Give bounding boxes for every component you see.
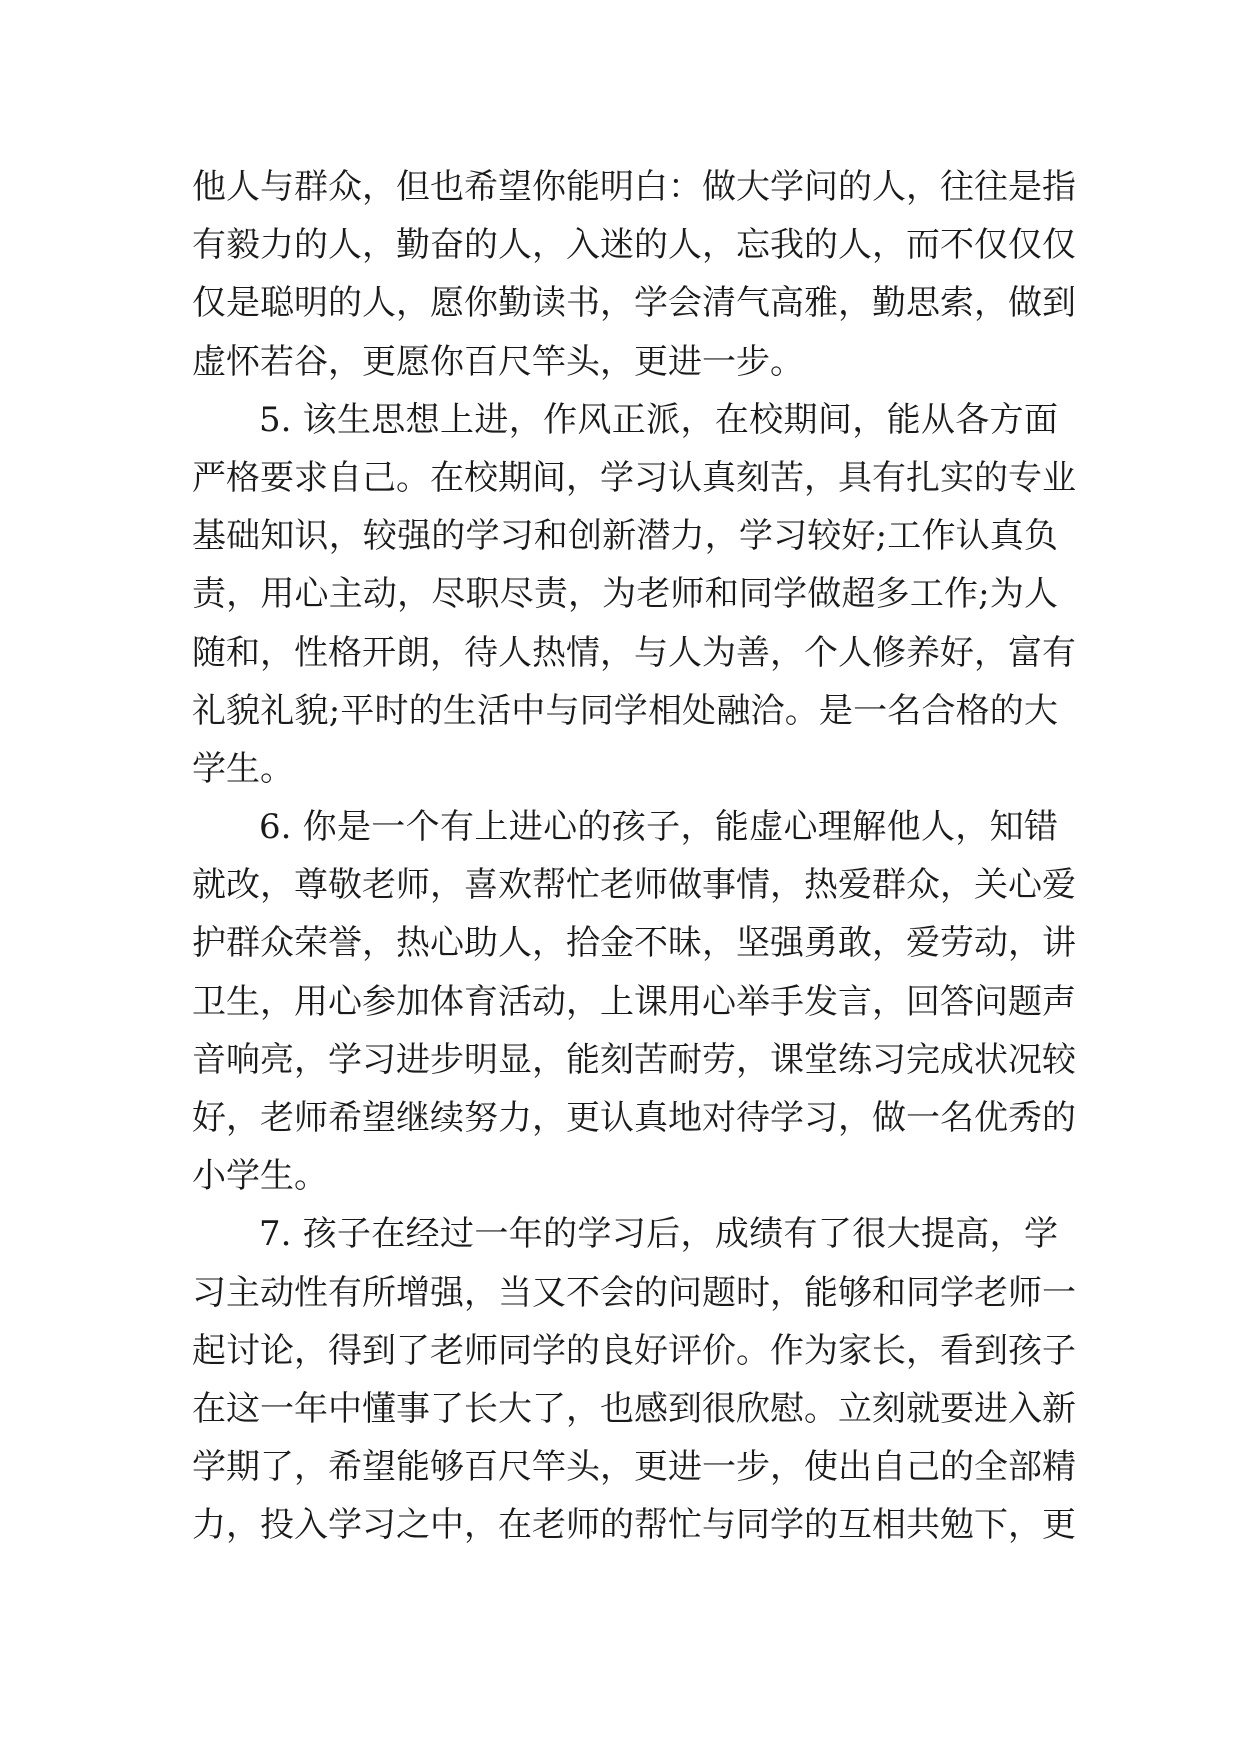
text-line: 严格要求自己。在校期间，学习认真刻苦，具有扎实的专业 [192, 457, 1076, 498]
text-line: 礼貌礼貌;平时的生活中与同学相处融洽。是一名合格的大 [192, 690, 1058, 731]
text-line: 音响亮，学习进步明显，能刻苦耐劳，课堂练习完成状况较 [192, 1039, 1076, 1080]
text-line: 虚怀若谷，更愿你百尺竿头，更进一步。 [192, 341, 804, 382]
text-line: 责，用心主动，尽职尽责，为老师和同学做超多工作;为人 [192, 574, 1059, 615]
paragraph-7-start: 7. 孩子在经过一年的学习后，成绩有了很大提高，学 [259, 1214, 1058, 1255]
text-line: 学生。 [192, 748, 294, 789]
text-line: 他人与群众，但也希望你能明白：做大学问的人，往往是指 [192, 167, 1076, 207]
paragraph-6-start: 6. 你是一个有上进心的孩子，能虚心理解他人，知错 [259, 807, 1058, 848]
text-line: 力，投入学习之中，在老师的帮忙与同学的互相共勉下，更 [192, 1505, 1076, 1546]
document-body [192, 158, 1076, 1555]
text-line: 卫生，用心参加体育活动，上课用心举手发言，回答问题声 [192, 981, 1076, 1022]
text-line: 基础知识，较强的学习和创新潜力，学习较好;工作认真负 [192, 516, 1058, 557]
text-line: 起讨论，得到了老师同学的良好评价。作为家长，看到孩子 [192, 1330, 1076, 1371]
text-line: 就改，尊敬老师，喜欢帮忙老师做事情，热爱群众，关心爱 [192, 865, 1076, 906]
text-line: 小学生。 [192, 1156, 328, 1197]
text-line: 护群众荣誉，热心助人，拾金不昧，坚强勇敢，爱劳动，讲 [192, 923, 1076, 964]
text-line: 学期了，希望能够百尺竿头，更进一步，使出自己的全部精 [192, 1447, 1076, 1488]
text-line: 有毅力的人，勤奋的人，入迷的人，忘我的人，而不仅仅仅 [192, 225, 1076, 266]
text-line: 仅是聪明的人，愿你勤读书，学会清气高雅，勤思索，做到 [192, 283, 1076, 324]
text-line: 好，老师希望继续努力，更认真地对待学习，做一名优秀的 [192, 1098, 1076, 1138]
text-line: 随和，性格开朗，待人热情，与人为善，个人修养好，富有 [192, 632, 1076, 673]
text-line: 在这一年中懂事了长大了，也感到很欣慰。立刻就要进入新 [192, 1388, 1076, 1429]
paragraph-5-start: 5. 该生思想上进，作风正派，在校期间，能从各方面 [259, 399, 1058, 440]
text-line: 习主动性有所增强，当又不会的问题时，能够和同学老师一 [192, 1272, 1076, 1313]
